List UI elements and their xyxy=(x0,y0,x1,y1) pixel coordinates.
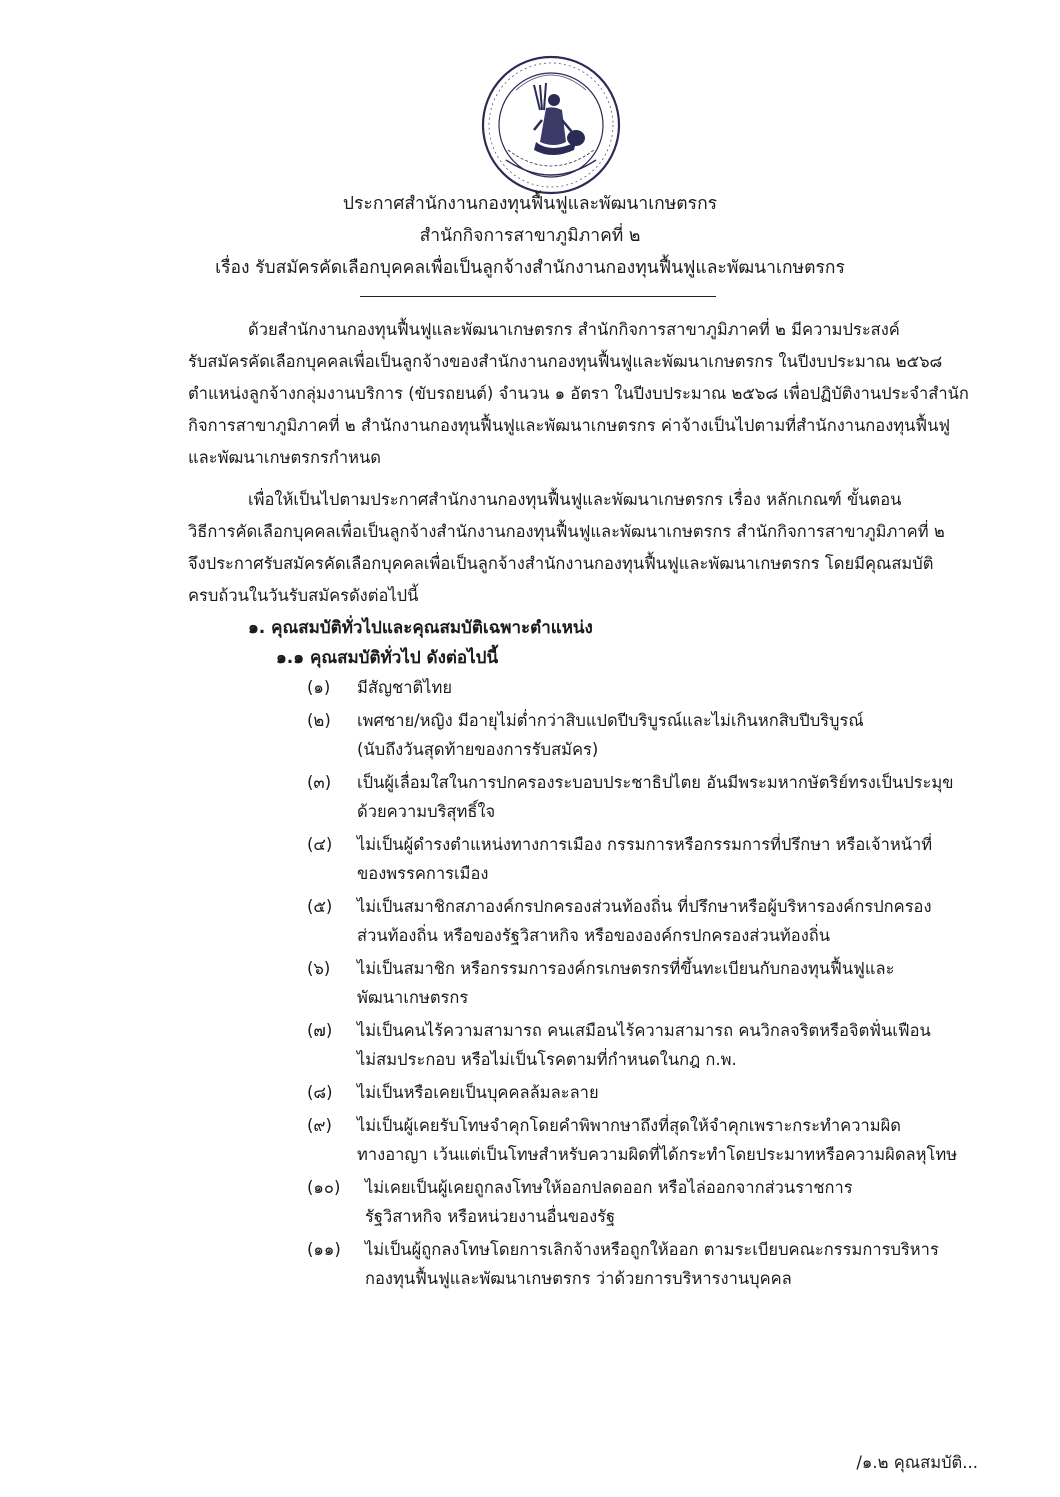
intro-paragraph xyxy=(188,314,968,474)
purpose-paragraph xyxy=(188,484,968,612)
item-text: ไม่เป็นผู้ดำรงตำแหน่งทางการเมือง กรรมการหรือกรรมการที่ปรึกษา หรือเจ้าหน้าที่ xyxy=(357,835,933,854)
intro-line: ด้วยสำนักงานกองทุนฟื้นฟูและพัฒนาเกษตรกร สำนักกิจการสาขาภูมิภาคที่ ๒ มีความประสงค์ xyxy=(248,320,900,339)
item-number: (๗) xyxy=(307,1021,333,1040)
item-text: ด้วยความบริสุทธิ์ใจ xyxy=(357,802,496,821)
list-item xyxy=(307,706,967,764)
item-number: (๘) xyxy=(307,1083,333,1102)
title-divider xyxy=(360,296,716,297)
item-text: เพศชาย/หญิง มีอายุไม่ต่ำกว่าสิบแปดปีบริบูรณ์และไม่เกินหกสิบปีบริบูรณ์ xyxy=(357,711,864,730)
item-text: ไม่เป็นสมาชิก หรือกรรมการองค์กรเกษตรกรที่ขึ้นทะเบียนกับกองทุนฟื้นฟูและ xyxy=(357,959,895,978)
item-text: ไม่เป็นผู้ถูกลงโทษโดยการเลิกจ้างหรือถูกให้ออก ตามระเบียบคณะกรรมการบริหาร xyxy=(365,1240,939,1259)
purpose-line: เพื่อให้เป็นไปตามประกาศสำนักงานกองทุนฟื้นฟูและพัฒนาเกษตรกร เรื่อง หลักเกณฑ์ ขั้นตอน xyxy=(248,490,902,509)
item-text: ไม่สมประกอบ หรือไม่เป็นโรคตามที่กำหนดในกฎ ก.พ. xyxy=(357,1050,737,1069)
item-number: (๔) xyxy=(307,835,333,854)
item-number: (๑๐) xyxy=(307,1178,341,1197)
item-text: พัฒนาเกษตรกร xyxy=(357,988,469,1007)
intro-line: กิจการสาขาภูมิภาคที่ ๒ สำนักงานกองทุนฟื้นฟูและพัฒนาเกษตรกร ค่าจ้างเป็นไปตามที่สำนักงานกองทุนฟื้นฟู xyxy=(188,416,951,435)
item-text: ของพรรคการเมือง xyxy=(357,864,489,883)
item-text: ไม่เคยเป็นผู้เคยถูกลงโทษให้ออกปลดออก หรือไล่ออกจากส่วนราชการ xyxy=(365,1178,853,1197)
purpose-line: ครบถ้วนในวันรับสมัครดังต่อไปนี้ xyxy=(188,586,419,605)
list-item xyxy=(307,1173,967,1231)
agency-seal-logo xyxy=(476,50,626,200)
intro-line: และพัฒนาเกษตรกรกำหนด xyxy=(188,448,381,467)
list-item xyxy=(307,830,967,888)
announcement-title xyxy=(0,188,1060,284)
item-text: ไม่เป็นสมาชิกสภาองค์กรปกครองส่วนท้องถิ่น ที่ปรึกษาหรือผู้บริหารองค์กรปกครอง xyxy=(357,897,932,916)
item-number: (๑) xyxy=(307,678,331,697)
item-text: ส่วนท้องถิ่น หรือของรัฐวิสาหกิจ หรือขององค์กรปกครองส่วนท้องถิ่น xyxy=(357,926,831,945)
title-line-2: สำนักกิจการสาขาภูมิภาคที่ ๒ xyxy=(419,226,641,246)
list-item xyxy=(307,1111,967,1169)
section-1-heading: ๑. คุณสมบัติทั่วไปและคุณสมบัติเฉพาะตำแหน่ง xyxy=(248,618,593,638)
item-text: รัฐวิสาหกิจ หรือหน่วยงานอื่นของรัฐ xyxy=(365,1207,616,1226)
item-number: (๓) xyxy=(307,773,332,792)
item-number: (๑๑) xyxy=(307,1240,341,1259)
qualification-list xyxy=(307,673,967,1297)
purpose-line: วิธีการคัดเลือกบุคคลเพื่อเป็นลูกจ้างสำนักงานกองทุนฟื้นฟูและพัฒนาเกษตรกร สำนักกิจการสาขาภูมิภาคที่ ๒ xyxy=(188,522,945,541)
purpose-line: จึงประกาศรับสมัครคัดเลือกบุคคลเพื่อเป็นลูกจ้างสำนักงานกองทุนฟื้นฟูและพัฒนาเกษตรกร โดยมีคุณสมบัติ xyxy=(188,554,934,573)
list-item xyxy=(307,768,967,826)
item-text: ไม่เป็นผู้เคยรับโทษจำคุกโดยคำพิพากษาถึงที่สุดให้จำคุกเพราะกระทำความผิด xyxy=(357,1116,901,1135)
title-line-3: เรื่อง รับสมัครคัดเลือกบุคคลเพื่อเป็นลูกจ้างสำนักงานกองทุนฟื้นฟูและพัฒนาเกษตรกร xyxy=(215,258,845,278)
list-item xyxy=(307,954,967,1012)
item-number: (๒) xyxy=(307,711,331,730)
item-number: (๖) xyxy=(307,959,331,978)
item-text: (นับถึงวันสุดท้ายของการรับสมัคร) xyxy=(357,740,599,759)
item-text: ไม่เป็นคนไร้ความสามารถ คนเสมือนไร้ความสามารถ คนวิกลจริตหรือจิตฟั่นเฟือน xyxy=(357,1021,931,1040)
list-item xyxy=(307,1078,967,1107)
title-line-1: ประกาศสำนักงานกองทุนฟื้นฟูและพัฒนาเกษตรกร xyxy=(342,194,718,214)
item-number: (๙) xyxy=(307,1116,332,1135)
item-text: กองทุนฟื้นฟูและพัฒนาเกษตรกร ว่าด้วยการบริหารงานบุคคล xyxy=(365,1269,792,1288)
section-1-1-heading: ๑.๑ คุณสมบัติทั่วไป ดังต่อไปนี้ xyxy=(276,648,499,668)
item-text: มีสัญชาติไทย xyxy=(357,678,453,697)
list-item xyxy=(307,892,967,950)
list-item xyxy=(307,1235,967,1293)
intro-line: ตำแหน่งลูกจ้างกลุ่มงานบริการ (ขับรถยนต์) จำนวน ๑ อัตรา ในปีงบประมาณ ๒๕๖๘ เพื่อปฏิบัติงานประจำสำนัก xyxy=(188,384,969,403)
item-text: ไม่เป็นหรือเคยเป็นบุคคลล้มละลาย xyxy=(357,1083,599,1102)
item-text: เป็นผู้เลื่อมใสในการปกครองระบอบประชาธิปไตย อันมีพระมหากษัตริย์ทรงเป็นประมุข xyxy=(357,773,954,792)
item-text: ทางอาญา เว้นแต่เป็นโทษสำหรับความผิดที่ได้กระทำโดยประมาทหรือความผิดลหุโทษ xyxy=(357,1145,958,1164)
list-item xyxy=(307,1016,967,1074)
intro-line: รับสมัครคัดเลือกบุคคลเพื่อเป็นลูกจ้างของสำนักงานกองทุนฟื้นฟูและพัฒนาเกษตรกร ในปีงบประมาณ ๒๕๖๘ xyxy=(188,352,943,371)
continuation-note: /๑.๒ คุณสมบัติ... xyxy=(856,1453,978,1472)
item-number: (๕) xyxy=(307,897,333,916)
list-item xyxy=(307,673,967,702)
